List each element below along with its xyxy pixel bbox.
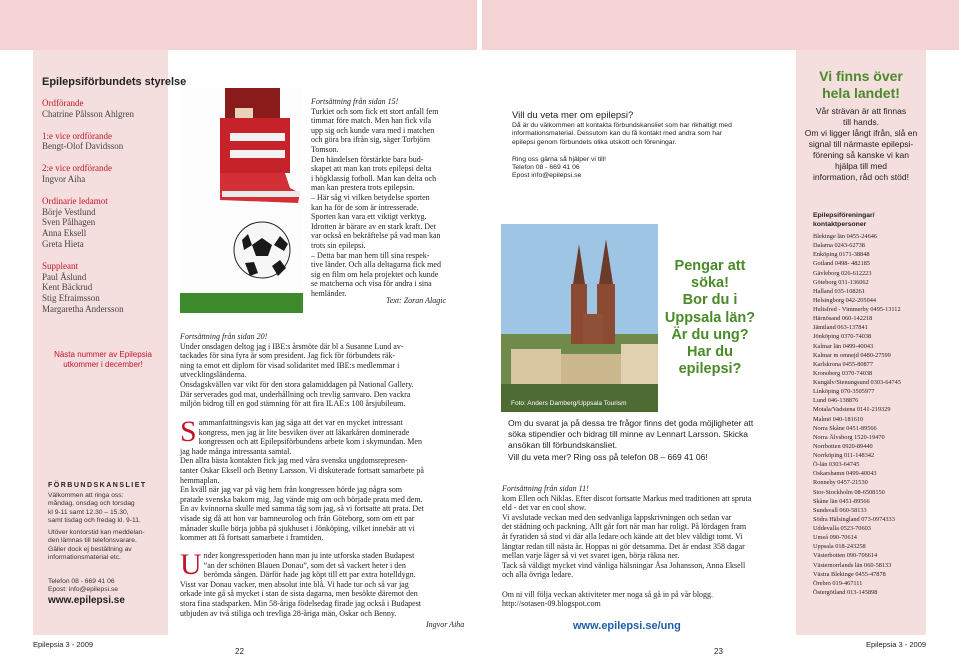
board-role-title: 1:e vice ordförande	[42, 130, 112, 141]
s-paragraph-line: månader skulle börja jobba på sjukhuset i Jönköping, vilket innebär att vi	[180, 523, 415, 533]
sidebar-heading	[796, 68, 926, 102]
continuation-article	[502, 484, 792, 609]
top-article-line: hemländer.	[311, 288, 347, 298]
next-issue-line-1: Nästa nummer av Epilepsia	[54, 350, 152, 359]
s-paragraph-line: kommer att få fortsatt samarbete i framtiden.	[180, 533, 324, 543]
board-member-name: Börje Vestlund	[42, 206, 96, 217]
info-box-line: epilepsi genom förbundets olika utskott och föreningar.	[512, 138, 677, 146]
board-member-name: Sven Pålhagen	[42, 217, 96, 228]
top-article-line: Fortsättning från sidan 15!	[311, 97, 399, 106]
grant-heading-line: epilepsi?	[678, 361, 742, 378]
grant-heading-line: Uppsala län?	[664, 309, 756, 326]
u-paragraph-line: stora fina stadsparken. Min 58-åriga födelsedag firade jag också i Budapest	[180, 598, 422, 608]
uppsala-photo	[501, 224, 658, 412]
top-article-line: man kan prestera trots epilepsin.	[311, 183, 415, 193]
association-item: Stor-Stockholm 08-6508150	[813, 488, 885, 496]
top-byline: Text: Zoran Alagic	[386, 296, 447, 305]
board-role-title: Suppleant	[42, 260, 78, 271]
top-article-line: – Här såg vi vilken betydelse sporten	[311, 192, 430, 202]
lower-article-line: Under onsdagen deltog jag i IBE:s årsmöte där bl a Susanne Lund av-	[180, 341, 404, 351]
association-item: Sundsvall 060-58133	[813, 506, 867, 514]
association-item: Södra Hälsingland 073-0974333	[813, 515, 895, 523]
top-band-right	[482, 0, 959, 50]
continuation-line: och alla övriga ledare.	[502, 570, 574, 580]
s-paragraph-line: kongressen och att Epilepsiförbundens arbete kom i skymundan. Men	[198, 437, 422, 447]
s-dropcap: S	[180, 415, 197, 448]
association-item: Enköping 0171-38848	[813, 251, 870, 259]
top-article-line: och göra bra ifrån sig, säger Torbjörn	[311, 135, 431, 145]
continuation-line: Fortsättning från sidan 11!	[502, 484, 589, 493]
sidebar-subtext-line: Vår strävan är att finnas	[815, 106, 907, 116]
top-band-left	[0, 0, 477, 50]
office-hours-line: kl 9-11 samt 12.30 – 15.30,	[48, 508, 129, 516]
association-item: Gävleborg 026-612223	[813, 269, 872, 277]
top-article-line: upp sig och kunde vara med i matchen	[311, 125, 435, 135]
lower-article-line: Onsdagskvällen var vikt för den stora galamiddagen på National Gallery.	[180, 379, 414, 389]
board-role-group	[42, 163, 167, 185]
photo-credit: Foto: Anders Damberg/Uppsala Tourism	[511, 400, 627, 407]
top-article-line: sig en film om hela projektet och kunde	[311, 269, 439, 279]
next-issue-line-2: utkommer i december!	[63, 360, 143, 369]
top-article	[311, 97, 461, 298]
association-item: Norra Älvsborg 1520-19470	[813, 433, 885, 441]
association-item: Östergötland 013-145898	[813, 588, 878, 596]
association-item: Helsingborg 042-205044	[813, 296, 877, 304]
association-item: Kronoberg 0370-74038	[813, 369, 873, 377]
top-article-line: Turkiet och som fick ett stort anfall fem	[311, 106, 439, 116]
s-paragraph-line: visade sig då att hon var barnneurolog och från Göteborg, som om ett par	[180, 513, 415, 523]
board-member-name: Bengt-Olof Davidsson	[42, 141, 124, 152]
continuation-line: Vi avslutade veckan med den sedvanliga lappskrivningen och sedan var	[502, 512, 732, 522]
cathedral-illustration	[501, 224, 658, 412]
board-role-title: 2:e vice ordförande	[42, 163, 112, 174]
u-paragraph-line: utbjuden av två stiliga och trevliga 28-åriga män, Oskar och Benny.	[180, 608, 397, 618]
board-role-group	[42, 98, 167, 120]
association-item: Uppsala 018-243258	[813, 543, 866, 551]
association-item: Karlskrona 0455-80877	[813, 360, 873, 368]
association-item: Västra Blekinge 0455-47878	[813, 570, 886, 578]
info-box-line: informationsmaterial. Dessutom kan du få kontakt med andra som har	[512, 130, 723, 138]
info-box-lines	[512, 122, 732, 181]
grant-heading-line: Är du ung?	[671, 326, 749, 343]
sidebar-subtext-line: till hands.	[843, 117, 879, 127]
continuation-line: åt fyratiden så stod vi där alla ledare och kände att det blev väldigt tomt. Vi	[502, 531, 743, 541]
office-extra-line: Gäller dock ej beställning av	[48, 545, 132, 553]
association-item: Skåne län 0451-89566	[813, 497, 870, 505]
ung-link[interactable]: www.epilepsi.se/ung	[573, 620, 681, 632]
top-article-line: Idrotten är bärare av en stark kraft. Det	[311, 221, 436, 231]
association-item: Halland 035-108261	[813, 287, 865, 295]
association-item: Kungälv/Stenungsund 0303-64745	[813, 379, 901, 386]
association-item: Linköping 070-3505977	[813, 388, 875, 396]
association-item: Göteborg 031-136062	[813, 278, 869, 286]
page-number-left: 22	[235, 647, 244, 656]
board-role-group	[42, 196, 167, 250]
s-paragraph-line: hemmaplan.	[180, 475, 220, 485]
board-role-group	[42, 261, 167, 315]
next-issue-notice	[42, 350, 164, 370]
sidebar-heading-line: hela landet!	[822, 85, 900, 101]
grant-heading-line: Bor du i	[682, 292, 738, 309]
sidebar-subtext	[796, 106, 926, 183]
continuation-line: det städning och packning. Allt går fort när man har roligt. På lördagen fram	[502, 522, 747, 532]
association-item: Örebro 019-467111	[813, 579, 863, 587]
s-paragraph-line: ammanfattningsvis kan jag säga att det var en mycket intressant	[198, 418, 403, 427]
office-hours-line: måndag, onsdag och torsdag	[48, 500, 135, 508]
board-role-title: Ordinarie ledamot	[42, 195, 108, 206]
top-article-line: Tomson.	[311, 144, 339, 154]
office-hours	[48, 492, 141, 525]
association-item: Hultsfred - Vimmerby 0495-13112	[813, 306, 901, 313]
top-article-line: – Detta bar man hem till sina respek-	[311, 250, 430, 260]
continuation-line[interactable]: http://sotasen-09.blogspot.com	[502, 599, 601, 609]
association-item: Dalarna 0243-62738	[813, 242, 865, 250]
office-extra	[48, 529, 145, 562]
top-article-line: Den händelsen förstärkte bara bud-	[311, 154, 424, 164]
info-box-line: Ring oss gärna så hjälper vi till!	[512, 155, 607, 163]
office-hours-line: Välkommen att ringa oss:	[48, 492, 124, 499]
s-paragraph-lines	[180, 415, 472, 543]
association-list-title-line: Epilepsiföreningar/	[813, 212, 875, 219]
footer-left: Epilepsia 3 - 2009	[33, 640, 94, 649]
association-item: Norra Skåne 0451-89566	[813, 424, 877, 432]
lower-article-line: tackades för sina fyra år som president. Jag fick för förbundets räk-	[180, 351, 396, 361]
board-roles	[42, 98, 167, 326]
association-item: Norrköping 011-148342	[813, 452, 875, 459]
continuation-line: eld - det var en cool show.	[502, 503, 587, 513]
top-article-line: trots sin epilepsi.	[311, 240, 366, 250]
s-paragraph-line: kongress, men jag är lite besviken över att läkarkåren dominerade	[198, 427, 410, 437]
top-article-line: timmar före match. Men han fick vila	[311, 116, 432, 126]
board-role-title: Ordförande	[42, 98, 84, 108]
office-contact-line: Epost: info@epilepsi.se	[48, 586, 118, 594]
lower-article-line: Fortsättning från sidan 20!	[180, 332, 268, 341]
grant-heading-line: Har du	[687, 344, 733, 361]
association-item: Ronneby 0457-21530	[813, 479, 868, 487]
website-link[interactable]: www.epilepsi.se	[48, 595, 125, 606]
grant-box-line: ansökan till förbundskansliet.	[508, 440, 618, 451]
board-role-group	[42, 131, 167, 153]
top-article-line: i högklassig fotboll. Man kan delta och	[311, 173, 437, 183]
association-item: Umeå 090-70614	[813, 534, 857, 542]
u-dropcap: U	[180, 548, 202, 581]
signature: Ingvor Aiha	[426, 620, 465, 629]
association-item: Malmö 040-181610	[813, 415, 864, 423]
u-paragraph-line: berömda sången. Därför hade jag köpt till ett par extra hotelldygn.	[203, 570, 416, 580]
info-box-line: Telefon 08 - 669 41 06	[512, 164, 580, 172]
office-extra-line: Utöver kontorstid kan meddelan-	[48, 529, 145, 536]
grant-box-line: Vill du veta mer? Ring oss på telefon 08 – 669 41 06!	[508, 451, 708, 462]
office-extra-line: informationsmaterial etc.	[48, 553, 121, 561]
s-paragraph	[180, 415, 472, 543]
board-member-name: Margaretha Andersson	[42, 303, 124, 314]
association-item: Härnösand 060-142218	[813, 315, 873, 323]
lower-article-line: ning ta emot ett diplom för visad solidaritet med IBE:s medlemmar i	[180, 360, 400, 370]
grant-box-line: söka stipendier och bidrag till minne av Lennart Larsson. Skicka	[508, 429, 749, 440]
lower-article-line: Där serverades god mat, underhållning och trevlig samvaro. Den vackra	[180, 389, 411, 399]
association-item: Ö-län 0303-64745	[813, 461, 860, 469]
u-paragraph-line: orkade inte gå så mycket i stan de sista dagarna, men besökte däremot den	[180, 589, 418, 599]
sidebar-subtext-line: Om vi ligger långt ifrån, slå en	[804, 128, 918, 138]
association-item: Oskarshamn 0499-40043	[813, 470, 877, 478]
info-box-line: Då är du välkommen att kontakta förbundskansliet som har rikhaltigt med	[512, 122, 732, 129]
s-paragraph-line: En av kvinnorna skulle med samma tåg som jag, så vi fortsatte att prata. Det	[180, 504, 424, 514]
continuation-line: kom Ellen och Niklas. Efter discot fortsatte Markus med traditionen att spruta	[502, 493, 752, 503]
u-paragraph	[180, 548, 472, 618]
association-item: Motala/Vadstena 0141-219329	[813, 406, 891, 414]
board-member-name: Anna Eksell	[42, 228, 87, 239]
top-article-line: var också en bekräftelse på vad man kan	[311, 231, 441, 241]
association-item: Västerbotten 090-706614	[813, 552, 878, 560]
s-paragraph-line: tanter Oskar Eksell och Benny Larsson. Vi diskuterade fortsatt samarbete på	[180, 465, 424, 475]
association-list	[813, 232, 901, 597]
grant-box-line: Om du svarat ja på dessa tre frågor finns det goda möjligheter att	[508, 418, 754, 428]
association-item: Gotland 0498- 482185	[813, 260, 871, 268]
s-paragraph-line: En kväll när jag var på väg hem från kongressen hörde jag några som	[180, 485, 402, 495]
lower-article-line: miljön bidrog till en god stämning för att fira ILAE:s 100 årsjubileum.	[180, 399, 406, 409]
grant-box	[508, 418, 753, 463]
lower-article	[180, 332, 470, 409]
office-extra-line: den lämnas till telefonsvarare.	[48, 537, 137, 545]
info-box-title: Vill du veta mer om epilepsi?	[512, 110, 634, 121]
board-member-name: Paul Åslund	[42, 271, 87, 282]
s-paragraph-line: pratade svenska bakom mig. Jag vände mig om och började prata med dem.	[180, 494, 423, 504]
u-paragraph-line: nder kongressperioden hann man ju inte utforska staden Budapest	[203, 551, 415, 560]
top-article-line: tive länder. Och alla deltagarna fick med	[311, 260, 441, 270]
office-contact-line: Telefon 08 - 669 41 06	[48, 578, 115, 585]
footer-right: Epilepsia 3 - 2009	[866, 640, 927, 649]
association-item: Jämtland 063-137841	[813, 324, 868, 332]
board-member-name: Greta Hieta	[42, 238, 84, 249]
info-box-line: Epost info@epilepsi.se	[512, 172, 582, 180]
u-paragraph-lines	[180, 548, 472, 618]
board-member-name: Ingvor Aiha	[42, 173, 86, 184]
top-article-line: Sporten kan vara ett viktigt verktyg.	[311, 212, 427, 222]
football-photo	[180, 88, 303, 313]
association-item: Jönköping 0370-74038	[813, 333, 872, 341]
association-item: Lund 046-138876	[813, 397, 859, 405]
sidebar-subtext-line: information, råd och stöd!	[813, 172, 909, 182]
association-item: Kalmar län 0499-40043	[813, 342, 874, 350]
association-list-title	[813, 211, 875, 229]
association-item: Kalmar m omnejd 0480-27599	[813, 351, 891, 359]
association-item: Västernorrlands län 060-58133	[813, 561, 892, 569]
grant-heading-line: söka!	[691, 275, 729, 292]
board-member-name: Stig Efraimsson	[42, 293, 100, 304]
u-paragraph-line: ”an der schönen Blauen Donau”, som det så vackert heter i den	[203, 560, 406, 570]
office-contact	[48, 578, 118, 595]
continuation-line: mellan varje läger så vi vet svaret igen, börja räkna ner.	[502, 551, 680, 561]
lower-article-line: utvecklingsländerna.	[180, 370, 247, 380]
office-hours-line: samt tisdag och fredag kl. 9-11.	[48, 516, 141, 524]
sidebar-subtext-line: förening så kanske vi kan	[813, 150, 909, 160]
grant-heading	[660, 258, 760, 378]
continuation-line: Om ni vill följa veckan aktiviteter mer noga så gå in på vår blogg.	[502, 589, 714, 599]
board-member-name: Kent Bäckrud	[42, 282, 93, 293]
association-item: Blekinge län 0455-24646	[813, 233, 878, 240]
football-illustration	[180, 88, 303, 313]
s-paragraph-line: jag hade många intressanta samtal.	[180, 446, 292, 456]
info-box-line	[512, 147, 732, 155]
board-title: Epilepsiförbundets styrelse	[42, 76, 187, 88]
association-item: Norrbotten 0920-89440	[813, 442, 873, 450]
u-paragraph-line: Visst var Donau vacker, men absolut inte blå. Vi hade tur och så var jag	[180, 579, 409, 589]
s-paragraph-line: Den allra bästa kontakten fick jag med våra svenska ungdomsrepresen-	[180, 456, 408, 466]
association-item: Uddevalla 0523-70603	[813, 525, 871, 532]
sidebar-subtext-line: hjälpa till med	[835, 161, 887, 171]
sidebar-subtext-line: signal till närmaste epilepsi-	[808, 139, 914, 149]
top-article-line: skapet att man kan trots epilepsi delta	[311, 164, 432, 174]
sidebar-heading-line: Vi finns över	[819, 68, 903, 84]
top-article-line: kan ha för de som är intresserade.	[311, 202, 419, 212]
association-list-title-line: kontaktpersoner	[813, 221, 867, 228]
office-heading: FÖRBUNDSKANSLIET	[48, 482, 147, 489]
top-article-line: se matcherna och visa för andra i sina	[311, 279, 432, 289]
continuation-line: längtar redan till nästa år. Hoppas ni gör detsamma. Det är endast 358 dagar	[502, 541, 745, 551]
continuation-line	[502, 580, 792, 590]
page-number-right: 23	[714, 647, 723, 656]
grant-heading-line: Pengar att	[674, 258, 746, 274]
board-member-name: Chatrine Pålsson Ahlgren	[42, 108, 134, 119]
continuation-line: Tack så väldigt mycket vind vänliga hälsningar Åsa Johansson, Anna Eksell	[502, 560, 746, 570]
